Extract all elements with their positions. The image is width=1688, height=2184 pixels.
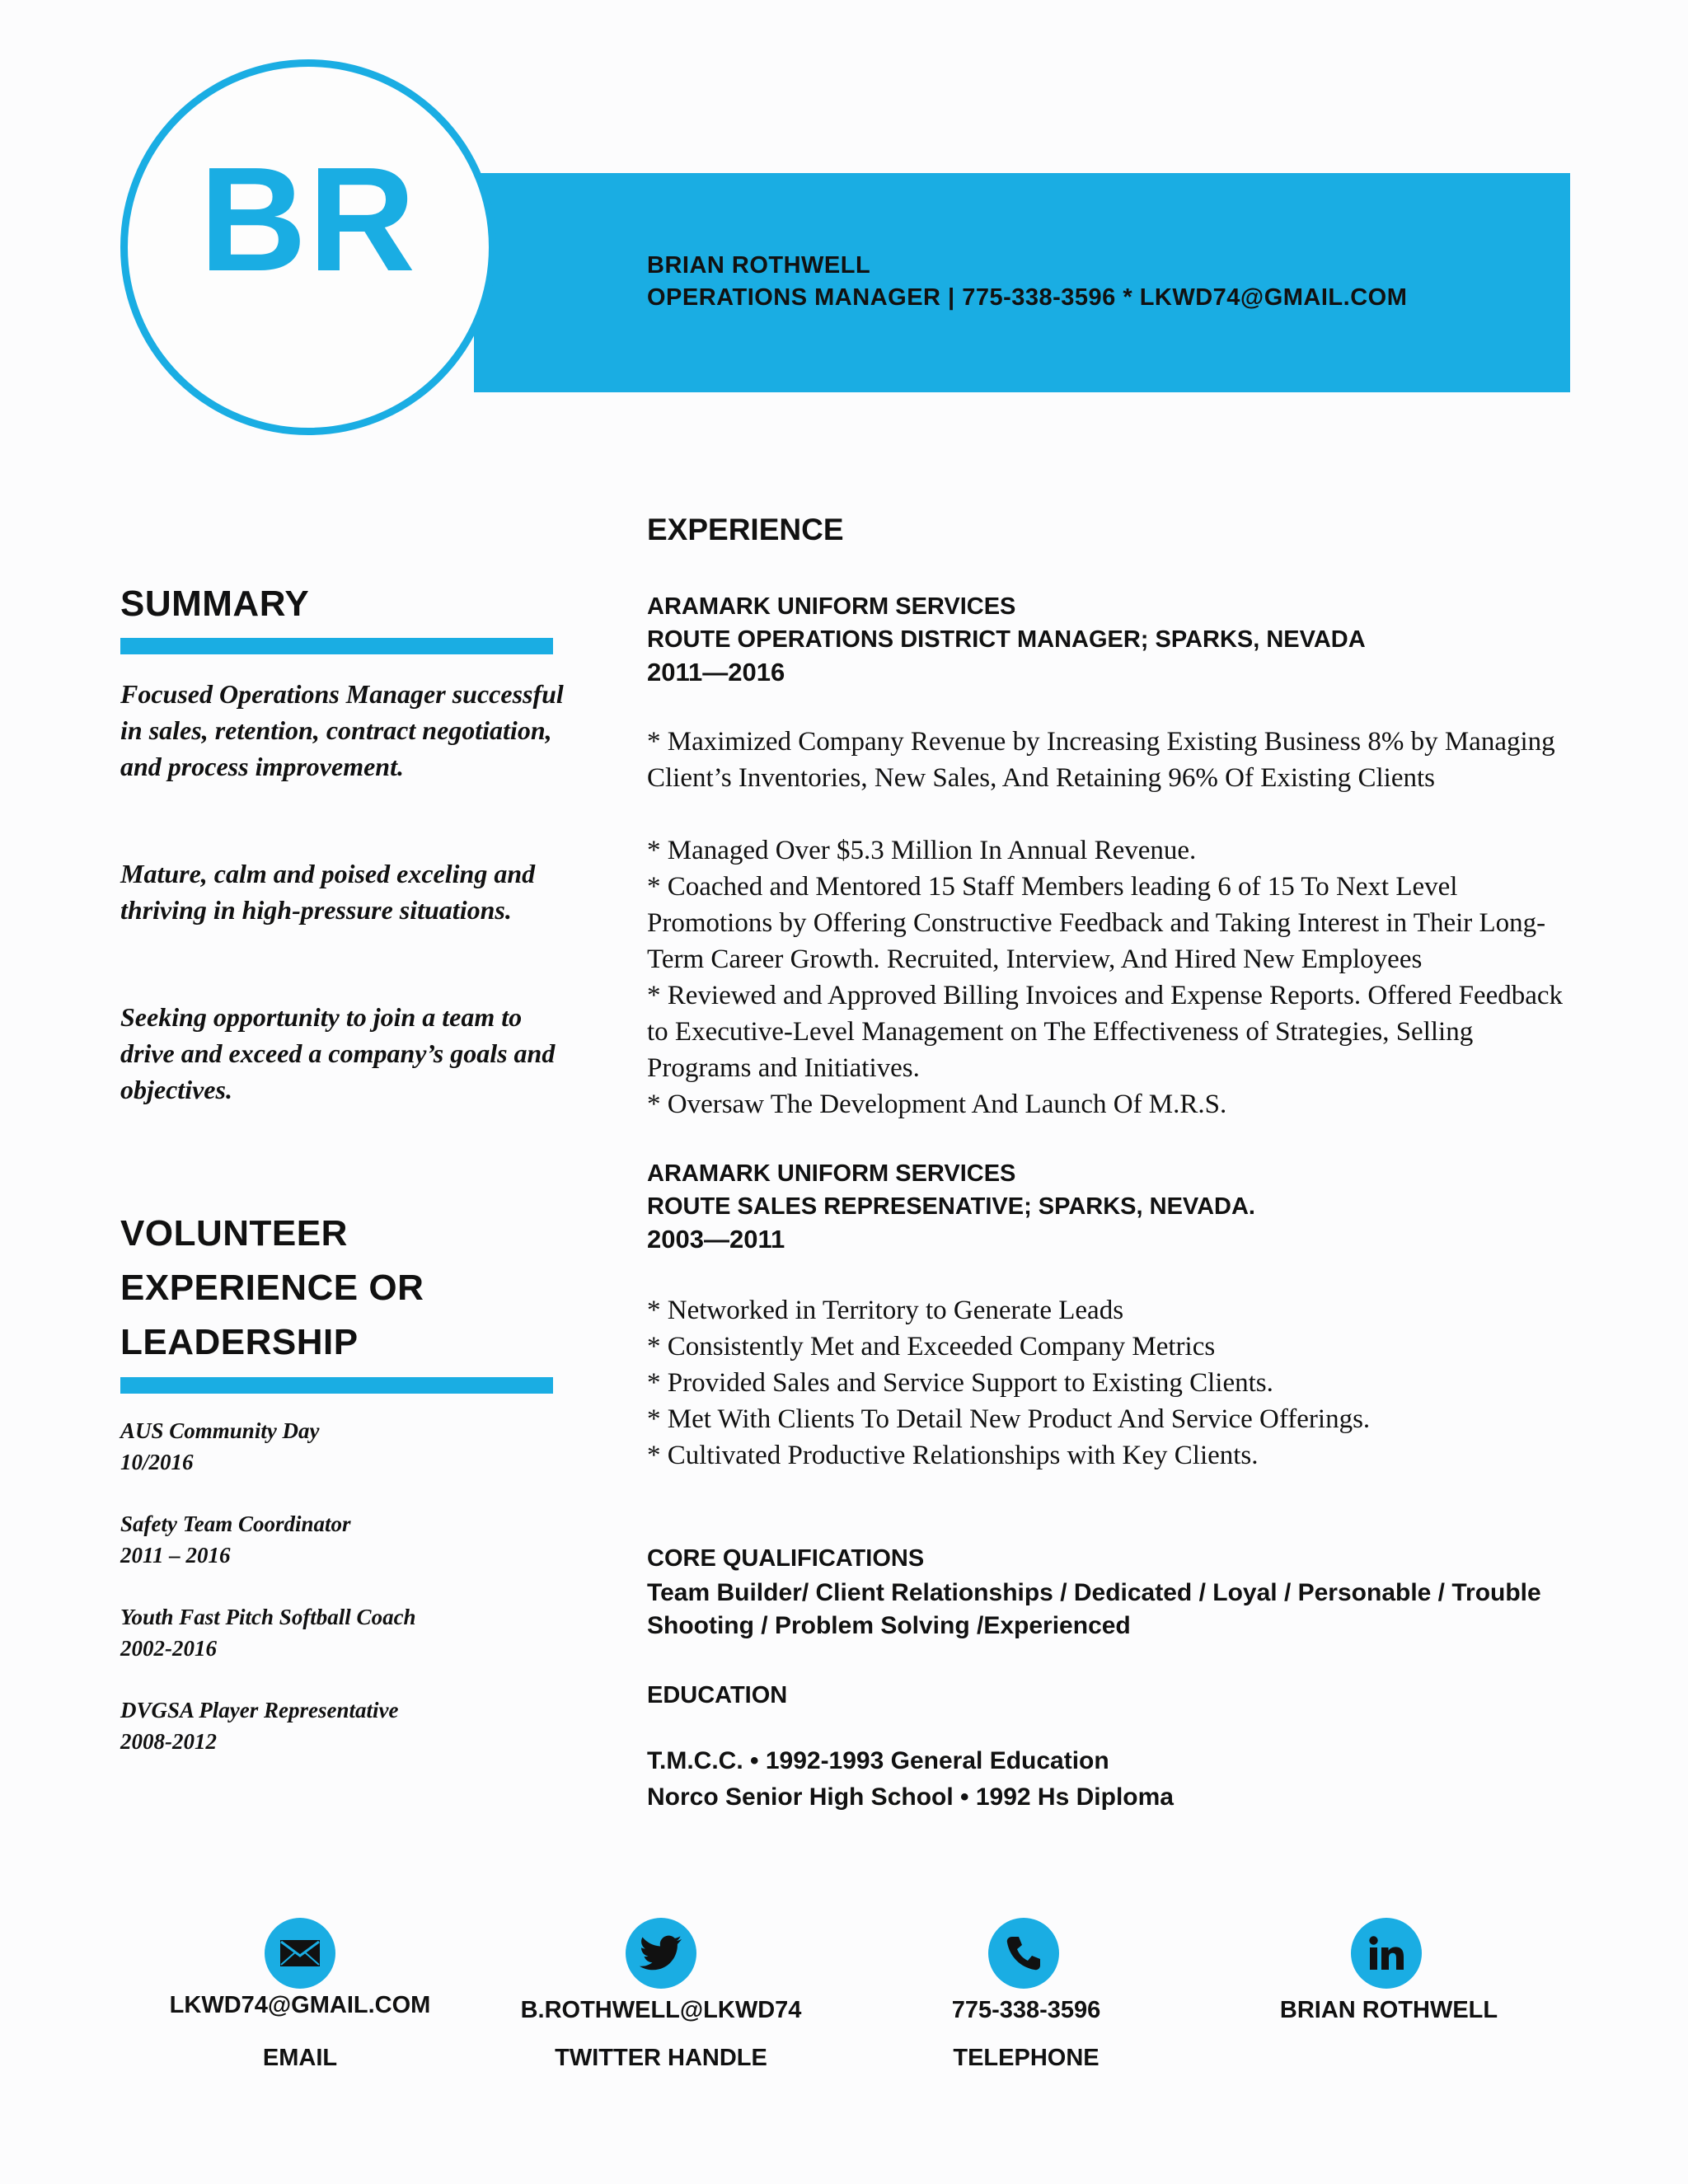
job-bullet: * Met With Clients To Detail New Product And Service Offerings. [647, 1404, 1371, 1434]
volunteer-underline [120, 1377, 553, 1394]
footer-phone-value: 775-338-3596 [951, 1997, 1101, 2023]
volunteer-item-date: 2002-2016 [120, 1636, 217, 1661]
volunteer-heading-line-2: EXPERIENCE OR [120, 1268, 424, 1308]
education-line: T.M.C.C. • 1992-1993 General Education [647, 1747, 1109, 1774]
core-heading: CORE QUALIFICATIONS [647, 1545, 925, 1572]
job-role: ROUTE SALES REPRESENATIVE; SPARKS, NEVADA. [647, 1193, 1255, 1220]
job-bullet: * Oversaw The Development And Launch Of M.R.S. [647, 1090, 1227, 1119]
summary-paragraph-2: Mature, calm and poised exceling and thriving in high-pressure situations. [120, 859, 536, 925]
twitter-bird-icon [626, 1918, 696, 1989]
volunteer-heading-line-1: VOLUNTEER [120, 1213, 348, 1254]
education-line: Norco Senior High School • 1992 Hs Diploma [647, 1783, 1174, 1811]
job-company: ARAMARK UNIFORM SERVICES [647, 593, 1016, 620]
job-company: ARAMARK UNIFORM SERVICES [647, 1160, 1016, 1187]
envelope-icon [265, 1918, 335, 1989]
footer-phone-label: TELEPHONE [953, 2045, 1100, 2071]
footer-twitter-label: TWITTER HANDLE [555, 2045, 767, 2071]
linkedin-icon [1351, 1918, 1422, 1989]
header-banner [474, 173, 1570, 392]
job-bullet: * Provided Sales and Service Support to Existing Clients. [647, 1368, 1273, 1398]
job-bullet: * Consistently Met and Exceeded Company Metrics [647, 1332, 1216, 1361]
footer-email-value: LKWD74@GMAIL.COM [169, 1992, 431, 2018]
footer-email-label: EMAIL [262, 2045, 338, 2071]
job-bullet: * Networked in Territory to Generate Leads [647, 1296, 1124, 1325]
job-dates: 2003—2011 [647, 1225, 785, 1254]
volunteer-item-date: 2011 – 2016 [120, 1543, 231, 1568]
volunteer-item-date: 2008-2012 [120, 1729, 217, 1754]
job-bullet: * Reviewed and Approved Billing Invoices and Expense Reports. Offered Feedback to Executive-Level Management on The Effectiveness of Strategies, Selling Programs and Initiatives. [647, 981, 1564, 1083]
job-role: ROUTE OPERATIONS DISTRICT MANAGER; SPARKS, NEVADA [647, 626, 1366, 653]
initials-monogram: BR [199, 136, 417, 302]
volunteer-heading-line-3: LEADERSHIP [120, 1322, 359, 1362]
summary-paragraph-1: Focused Operations Manager successful in sales, retention, contract negotiation, and process improvement. [120, 679, 564, 781]
job-dates: 2011—2016 [647, 658, 785, 687]
footer-linkedin-value: BRIAN ROTHWELL [1279, 1997, 1498, 2023]
volunteer-item-title: AUS Community Day [120, 1418, 320, 1443]
volunteer-item-title: DVGSA Player Representative [120, 1698, 399, 1722]
phone-icon [988, 1918, 1059, 1989]
core-line-1: Team Builder/ Client Relationships / Dedicated / Loyal / Personable / Trouble [647, 1579, 1541, 1606]
volunteer-item-title: Safety Team Coordinator [120, 1511, 351, 1536]
summary-heading: SUMMARY [120, 583, 310, 624]
job-bullet: * Managed Over $5.3 Million In Annual Revenue. [647, 836, 1197, 865]
education-heading: EDUCATION [647, 1682, 788, 1708]
job-bullet: * Coached and Mentored 15 Staff Members leading 6 of 15 To Next Level Promotions by Offering Constructive Feedback and Taking Interest in Their Long-Term Career Growth. Recruited, Interview, And Hired New Employees [647, 872, 1546, 974]
core-line-2: Shooting / Problem Solving /Experienced [647, 1612, 1131, 1639]
volunteer-item-title: Youth Fast Pitch Softball Coach [120, 1605, 416, 1629]
job-bullet: * Maximized Company Revenue by Increasing Existing Business 8% by Managing Client’s Inventories, New Sales, And Retaining 96% Of Existing Clients [647, 727, 1555, 793]
header-name: BRIAN ROTHWELL [647, 252, 871, 279]
volunteer-item-date: 10/2016 [120, 1450, 194, 1474]
summary-underline [120, 638, 553, 654]
header-title-contact: OPERATIONS MANAGER | 775-338-3596 * LKWD74@GMAIL.COM [647, 284, 1408, 311]
summary-paragraph-3: Seeking opportunity to join a team to drive and exceed a company’s goals and objectives. [120, 1002, 556, 1104]
job-bullet: * Cultivated Productive Relationships with Key Clients. [647, 1441, 1259, 1470]
experience-heading: EXPERIENCE [647, 513, 844, 546]
footer-twitter-value: B.ROTHWELL@LKWD74 [520, 1997, 802, 2023]
